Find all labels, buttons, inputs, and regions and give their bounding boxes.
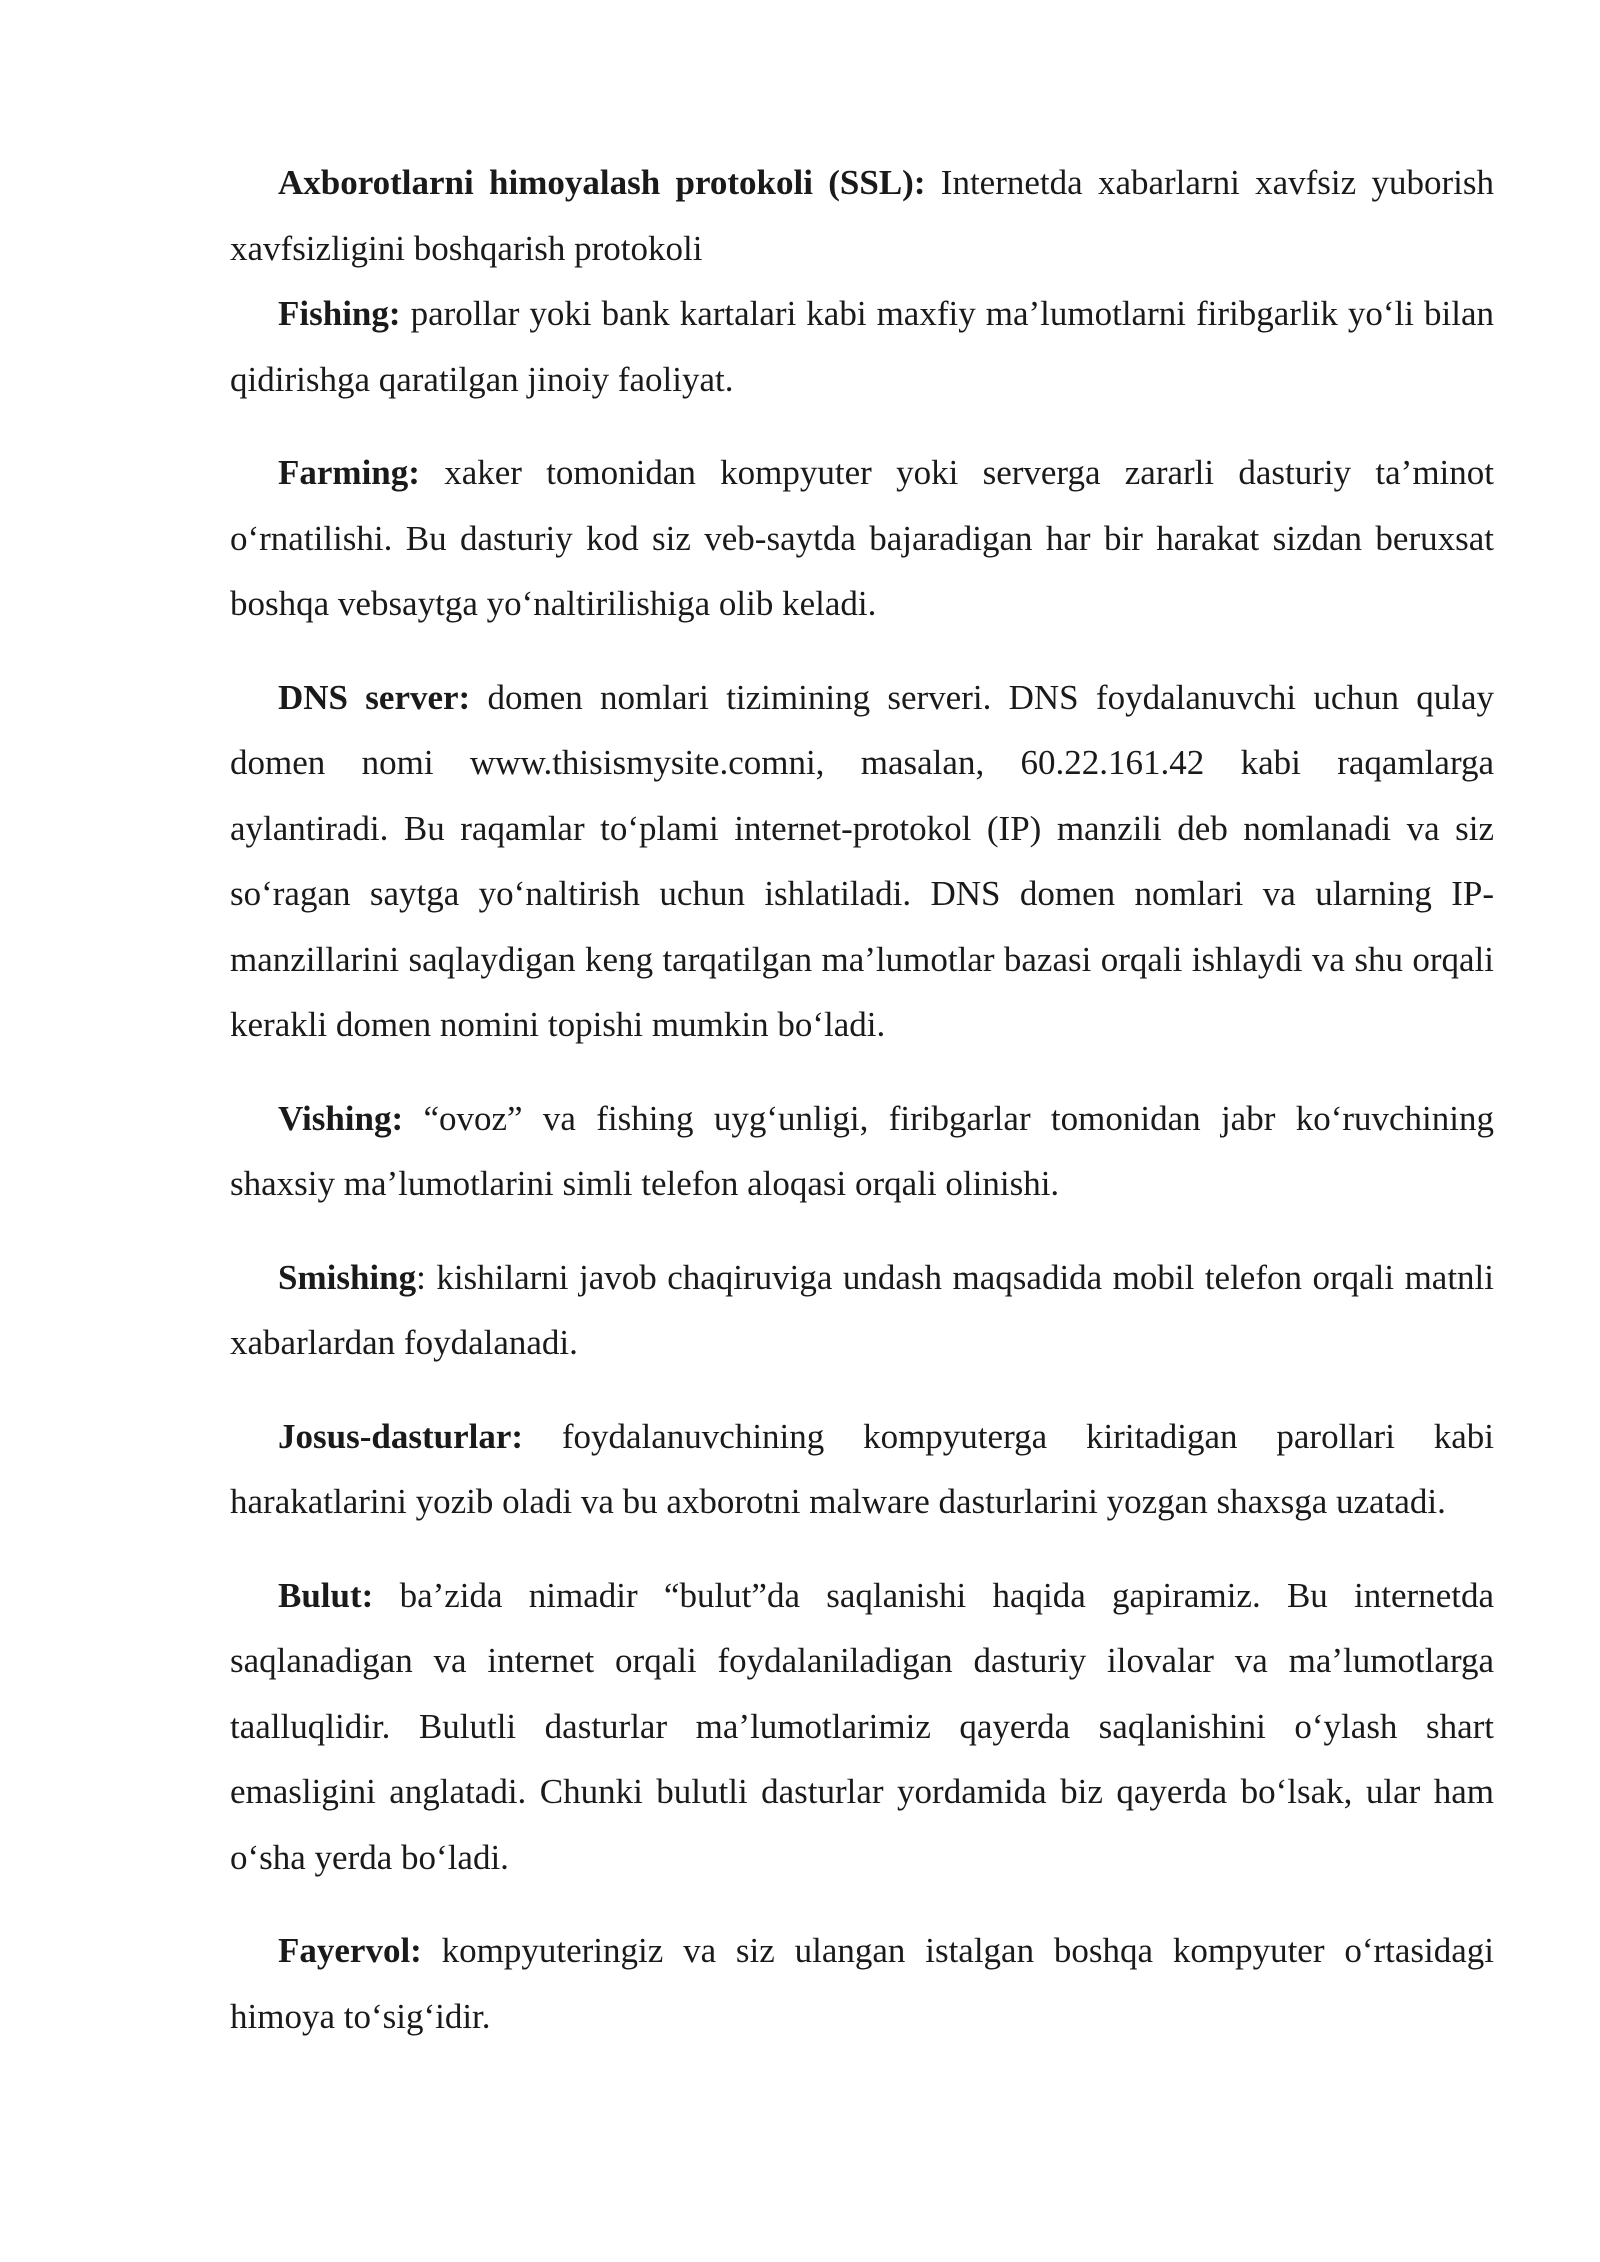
paragraph-bulut (230, 1563, 1494, 1891)
term-heading: Fishing: (278, 294, 401, 333)
term-definition: xaker tomonidan kompyuter yoki serverga zararli dasturiy ta’minot o‘rnatilishi. Bu dasturiy kod siz veb-saytda bajaradigan har bir harakat sizdan beruxsat boshqa vebsaytga yo‘naltirilishiga olib keladi. (230, 453, 1494, 623)
paragraph-farming (230, 440, 1494, 637)
term-heading: Josus-dasturlar: (278, 1416, 524, 1456)
term-heading: Farming: (278, 453, 420, 492)
term-heading: Smishing (278, 1257, 417, 1297)
paragraph-dns-server (230, 665, 1494, 1058)
term-heading: Vishing: (278, 1098, 404, 1138)
term-heading: Fayervol: (278, 1931, 422, 1970)
term-definition: foydalanuvchining kompyuterga kiritadigan parollari kabi harakatlarini yozib oladi va bu axborotni malware dasturlarini yozgan shaxsga uzatadi. (230, 1416, 1494, 1521)
term-definition: parollar yoki bank kartalari kabi maxfiy ma’lumotlarni firibgarlik yo‘li bilan qidirishga qaratilgan jinoiy faoliyat. (230, 294, 1494, 399)
term-heading: Axborotlarni himoyalash protokoli (SSL): (278, 163, 926, 202)
term-heading: Bulut: (278, 1575, 374, 1615)
term-definition: “ovoz” va fishing uyg‘unligi, firibgarlar tomonidan jabr ko‘ruvchining shaxsiy ma’lumotlarini simli telefon aloqasi orqali olinishi. (230, 1098, 1494, 1203)
paragraph-josus-dasturlar (230, 1404, 1494, 1535)
term-definition: kompyuteringiz va siz ulangan istalgan boshqa kompyuter o‘rtasidagi himoya to‘sig‘idir. (230, 1931, 1494, 2036)
term-heading: DNS server: (278, 677, 471, 717)
term-definition: Internetda xabarlarni xavfsiz yuborish xavfsizligini boshqarish protokoli (230, 163, 1494, 268)
paragraph-fayervol (230, 1918, 1494, 2049)
paragraph-ssl (230, 150, 1494, 281)
paragraph-vishing (230, 1086, 1494, 1217)
term-definition: : kishilarni javob chaqiruviga undash maqsadida mobil telefon orqali matnli xabarlardan foydalanadi. (230, 1257, 1494, 1362)
term-definition: ba’zida nimadir “bulut”da saqlanishi haqida gapiramiz. Bu internetda saqlanadigan va internet orqali foydalaniladigan dasturiy ilovalar va ma’lumotlarga taalluqlidir. Bulutli dasturlar ma’lumotlarimiz qayerda saqlanishini o‘ylash shart emasligini anglatadi. Chunki bulutli dasturlar yordamida biz qayerda bo‘lsak, ular ham o‘sha yerda bo‘ladi. (230, 1575, 1494, 1877)
paragraph-smishing (230, 1245, 1494, 1376)
document-page (230, 150, 1494, 2049)
term-definition: domen nomlari tizimining serveri. DNS foydalanuvchi uchun qulay domen nomi www.thisismysite.comni, masalan, 60.22.161.42 kabi raqamlarga aylantiradi. Bu raqamlar to‘plami internet-protokol (IP) manzili deb nomlanadi va siz so‘ragan saytga yo‘naltirish uchun ishlatiladi. DNS domen nomlari va ularning IP-manzillarini saqlaydigan keng tarqatilgan ma’lumotlar bazasi orqali ishlaydi va shu orqali kerakli domen nomini topishi mumkin bo‘ladi. (230, 677, 1494, 1044)
paragraph-fishing (230, 281, 1494, 412)
